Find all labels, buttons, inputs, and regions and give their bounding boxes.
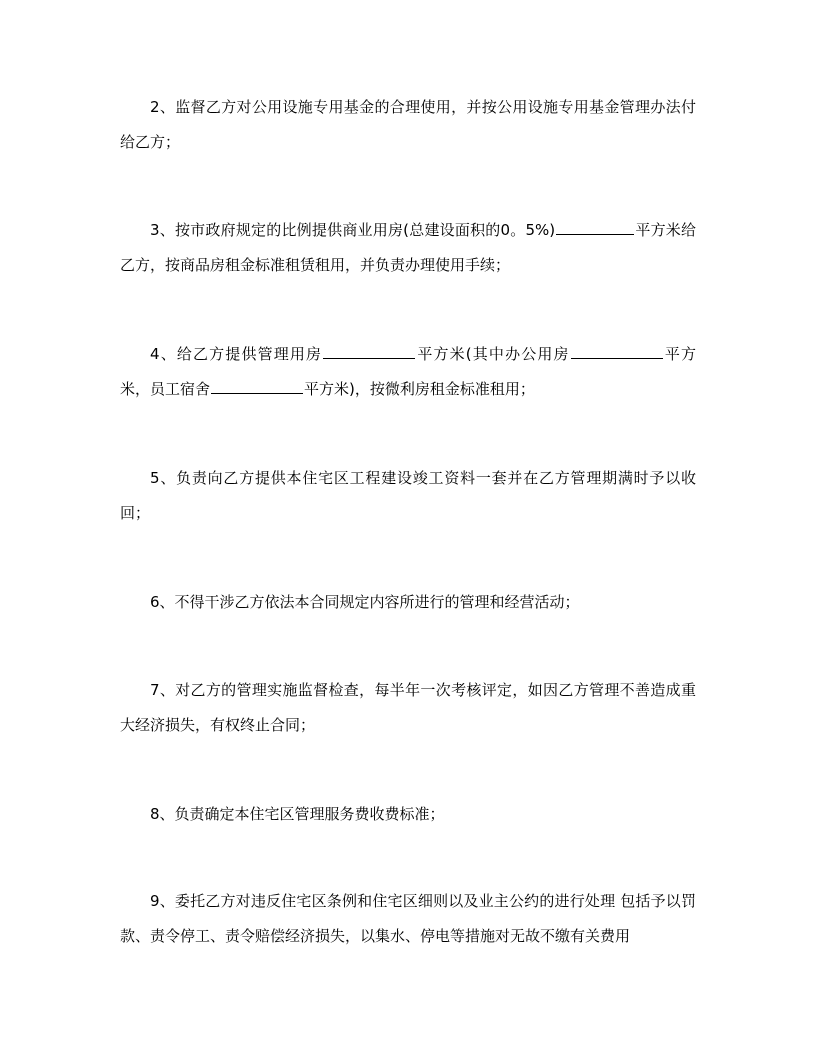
clause-2-text: 2、监督乙方对公用设施专用基金的合理使用，并按公用设施专用基金管理办法付给乙方； <box>120 98 696 151</box>
clause-2 <box>120 90 696 160</box>
clause-6 <box>120 585 696 620</box>
clause-4 <box>120 337 696 407</box>
clause-3-text-b: 平方米给乙方，按商品房租金标准租赁租用，并负责办理使用手续； <box>120 221 696 274</box>
clause-9 <box>120 884 696 954</box>
clause-3 <box>120 213 696 283</box>
clause-4-text-c: 平方米，员工宿舍 <box>120 345 696 398</box>
clause-8 <box>120 797 696 832</box>
clause-8-text: 8、负责确定本住宅区管理服务费收费标准； <box>150 805 445 823</box>
fill-blank-dormitory-area <box>211 392 303 394</box>
clause-4-text-b: 平方米(其中办公用房 <box>416 345 570 363</box>
fill-blank-commercial-area <box>556 233 634 235</box>
fill-blank-management-area <box>323 357 415 359</box>
clause-7 <box>120 673 696 743</box>
clause-5-text: 5、负责向乙方提供本住宅区工程建设竣工资料一套并在乙方管理期满时予以收回； <box>120 469 696 522</box>
clause-6-text: 6、不得干涉乙方依法本合同规定内容所进行的管理和经营活动； <box>150 593 580 611</box>
clause-4-text-a: 4、给乙方提供管理用房 <box>150 345 323 363</box>
clause-4-text-d: 平方米)，按微利房租金标准租用； <box>304 380 535 398</box>
fill-blank-office-area <box>571 357 663 359</box>
clause-3-text-a: 3、按市政府规定的比例提供商业用房(总建设面积的0。5%) <box>150 221 556 239</box>
clause-9-text: 9、委托乙方对违反住宅区条例和住宅区细则以及业主公约的进行处理 包括予以罚款、责令停工、责令赔偿经济损失，以集水、停电等措施对无故不缴有关费用 <box>120 892 696 945</box>
clause-7-text: 7、对乙方的管理实施监督检查，每半年一次考核评定，如因乙方管理不善造成重大经济损失，有权终止合同； <box>120 681 696 734</box>
clause-5 <box>120 461 696 531</box>
